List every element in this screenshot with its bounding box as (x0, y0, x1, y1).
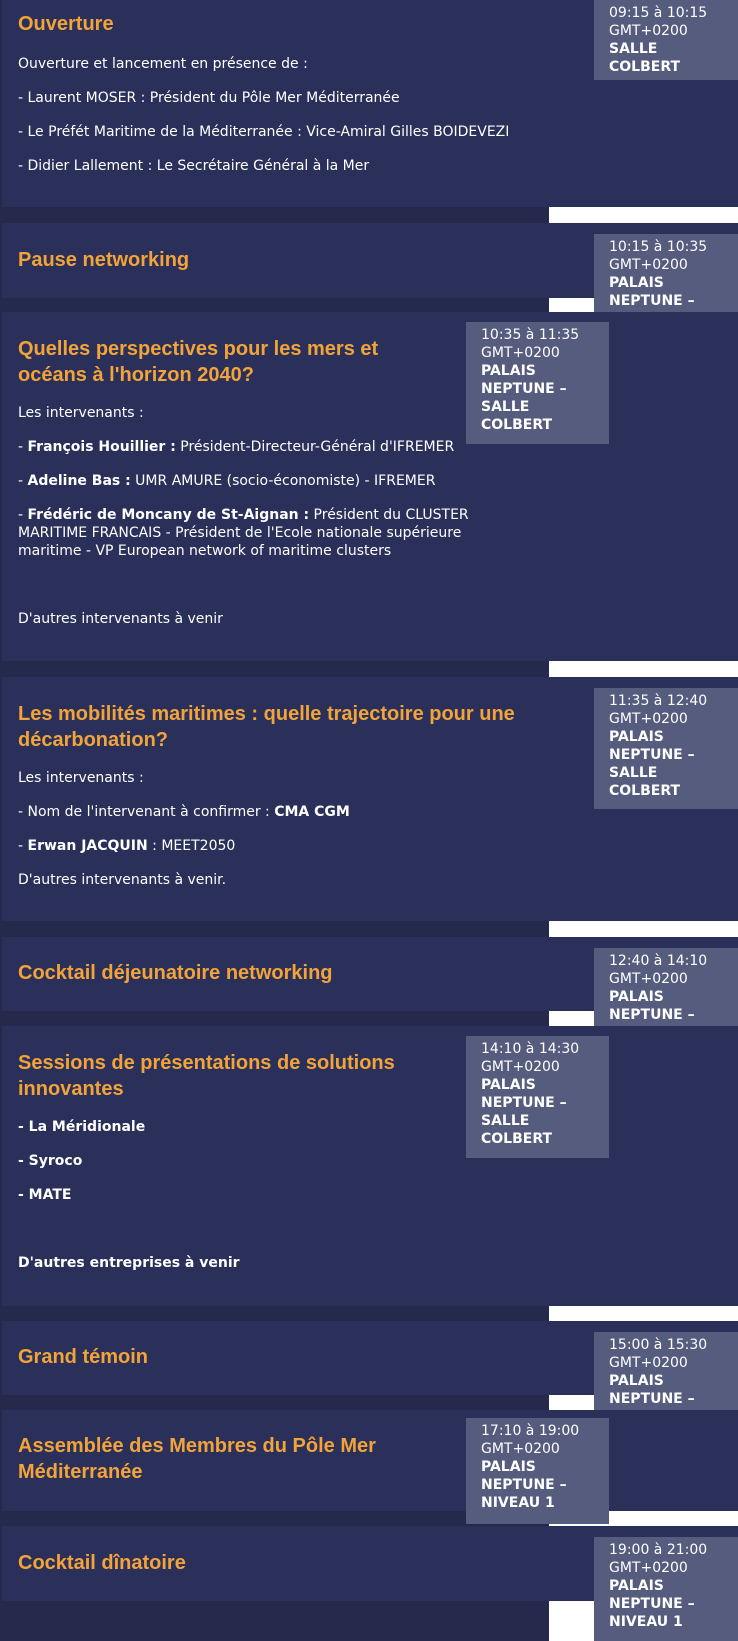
speaker-name: Erwan JACQUIN (27, 838, 148, 854)
session-title: Sessions de présentations de solutions innovantes (18, 1052, 395, 1100)
session-time-box (594, 1332, 738, 1410)
session-title: Cocktail déjeunatoire networking (18, 962, 333, 984)
company-item: - MATE (18, 1187, 72, 1203)
session-timezone: GMT+0200 (609, 1355, 688, 1371)
session-title: Assemblée des Membres du Pôle Mer Méditerranée (18, 1435, 376, 1483)
session-location: PALAIS NEPTUNE – NIVEAU 1 (609, 1578, 695, 1630)
session-time-box (594, 234, 738, 312)
session-time: 11:35 à 12:40 (609, 693, 708, 709)
speaker-company: CMA CGM (274, 804, 350, 820)
companies-outro: D'autres entreprises à venir (18, 1255, 240, 1271)
session-time-box (594, 1537, 738, 1641)
session-card (2, 1026, 738, 1306)
speaker-line (18, 803, 528, 821)
speaker-name: Adeline Bas : (27, 473, 131, 489)
session-timezone: GMT+0200 (481, 1441, 560, 1457)
session-time: 12:40 à 14:10 (609, 953, 708, 969)
session-timezone: GMT+0200 (609, 971, 688, 987)
session-location: PALAIS NEPTUNE – (609, 275, 695, 309)
session-timezone: GMT+0200 (481, 1059, 560, 1075)
session-title: Pause networking (18, 249, 190, 271)
company-item: - Syroco (18, 1153, 83, 1169)
session-title: Quelles perspectives pour les mers et océans à l'horizon 2040? (18, 338, 379, 386)
session-time: 17:10 à 19:00 (481, 1423, 580, 1439)
session-location: PALAIS NEPTUNE – NIVEAU 1 (481, 1459, 567, 1511)
speaker-prefix: - (18, 473, 28, 489)
session-timezone: GMT+0200 (481, 345, 560, 361)
description-line: - Laurent MOSER : Président du Pôle Mer Méditerranée (18, 90, 400, 106)
session-location: PALAIS NEPTUNE – SALLE COLBERT (481, 363, 567, 433)
session-timezone: GMT+0200 (609, 1560, 688, 1576)
session-title: Grand témoin (18, 1346, 149, 1368)
session-timezone: GMT+0200 (609, 257, 688, 273)
session-location: PALAIS NEPTUNE – SALLE COLBERT (609, 729, 695, 799)
session-description (18, 769, 528, 889)
speaker-line (18, 837, 528, 855)
session-time: 19:00 à 21:00 (609, 1542, 708, 1558)
session-description (18, 1118, 528, 1272)
speaker-text: - Nom de l'intervenant à confirmer : (18, 804, 275, 820)
session-time-box (466, 1418, 609, 1524)
speaker-line (18, 438, 528, 456)
session-title: Ouverture (18, 13, 114, 35)
speakers-intro: Les intervenants : (18, 770, 144, 786)
session-title: Les mobilités maritimes : quelle trajectoire pour une décarbonation? (18, 703, 515, 751)
speaker-line (18, 472, 528, 490)
speaker-name: Frédéric de Moncany de St-Aignan : (27, 507, 310, 523)
session-time-box (466, 1036, 609, 1158)
speaker-prefix: - (18, 838, 28, 854)
speaker-prefix: - (18, 439, 28, 455)
description-line: - Didier Lallement : Le Secrétaire Général à la Mer (18, 158, 370, 174)
session-location: PALAIS NEPTUNE – (609, 1373, 695, 1407)
session-time: 10:15 à 10:35 (609, 239, 708, 255)
session-card (2, 312, 738, 661)
speaker-role: Président-Directeur-Général d'IFREMER (175, 439, 455, 455)
session-location: PALAIS NEPTUNE – (609, 989, 695, 1023)
session-title: Cocktail dînatoire (18, 1552, 186, 1574)
session-description (18, 404, 528, 628)
session-time: 15:00 à 15:30 (609, 1337, 708, 1353)
session-description (18, 55, 528, 175)
speaker-role: : MEET2050 (147, 838, 236, 854)
session-timezone: GMT+0200 (609, 23, 688, 39)
company-item: - La Méridionale (18, 1119, 146, 1135)
session-timezone: GMT+0200 (609, 711, 688, 727)
speakers-outro: D'autres intervenants à venir. (18, 872, 227, 888)
session-time-box (594, 948, 738, 1026)
speaker-role: Président du CLUSTER MARITIME FRANCAIS - Président de l'Ecole nationale supérieure maritime - VP European network of maritime clusters (18, 507, 469, 559)
session-time: 09:15 à 10:15 (609, 5, 708, 21)
session-time: 14:10 à 14:30 (481, 1041, 580, 1057)
session-card (2, 1410, 738, 1511)
speaker-role: UMR AMURE (socio-économiste) - IFREMER (130, 473, 436, 489)
speaker-line (18, 506, 528, 560)
speakers-intro: Les intervenants : (18, 405, 144, 421)
session-time-box (594, 0, 738, 80)
session-time-box (594, 688, 738, 809)
speakers-outro: D'autres intervenants à venir (18, 611, 223, 627)
speaker-name: François Houillier : (27, 439, 176, 455)
session-time: 10:35 à 11:35 (481, 327, 580, 343)
session-time-box (466, 322, 609, 444)
description-line: - Le Préfét Maritime de la Méditerranée : Vice-Amiral Gilles BOIDEVEZI (18, 124, 510, 140)
description-line: Ouverture et lancement en présence de : (18, 56, 308, 72)
session-location: SALLE COLBERT (609, 41, 681, 75)
speaker-prefix: - (18, 507, 28, 523)
session-location: PALAIS NEPTUNE – SALLE COLBERT (481, 1077, 567, 1147)
